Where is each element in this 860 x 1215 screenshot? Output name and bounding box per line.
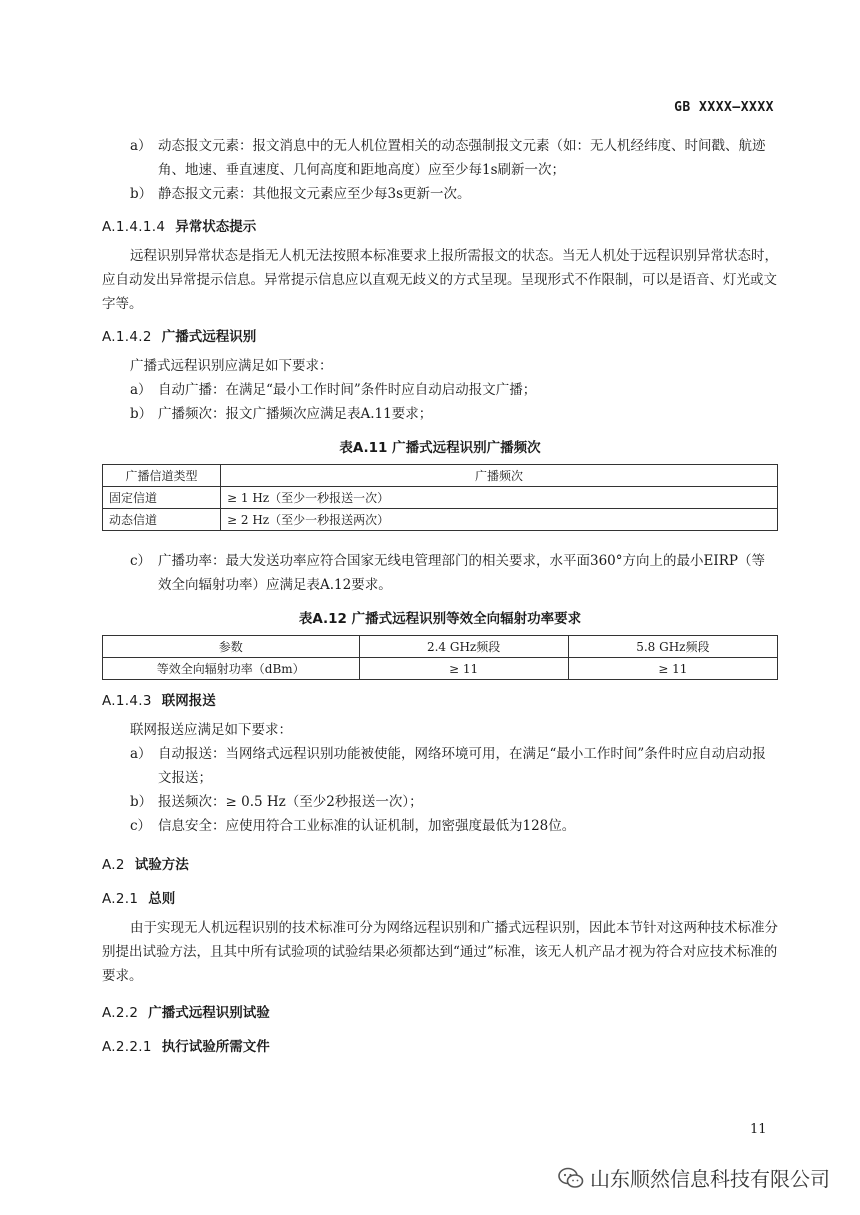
page-content	[102, 134, 778, 1064]
section-number: A.2.1	[102, 891, 139, 907]
section-title: 总则	[148, 891, 176, 907]
section-title: 广播式远程识别试验	[148, 1005, 270, 1021]
section-number: A.1.4.2	[102, 329, 152, 345]
table-cell: 动态信道	[103, 509, 221, 531]
section-heading-a221	[102, 1036, 778, 1058]
section-title: 广播式远程识别	[161, 329, 257, 345]
table-header-cell: 参数	[103, 636, 360, 658]
section-title: 执行试验所需文件	[161, 1039, 270, 1055]
table-a12	[102, 635, 778, 680]
section-heading-a1414	[102, 216, 778, 238]
table-cell: ≥ 2 Hz（至少一秒报送两次）	[221, 509, 778, 531]
table-cell: ≥ 11	[568, 658, 777, 680]
watermark	[558, 1163, 830, 1192]
section-heading-a2	[102, 854, 778, 876]
list-item	[130, 378, 778, 402]
paragraph: 广播式远程识别应满足如下要求：	[130, 358, 333, 374]
table-cell: 等效全向辐射功率（dBm）	[103, 658, 360, 680]
list-label: b）	[130, 406, 153, 422]
table-a11	[102, 464, 778, 531]
table-caption: 表A.11 广播式远程识别广播频次	[339, 440, 541, 456]
table-header-cell: 广播频次	[221, 465, 778, 487]
list-text: 静态报文元素：其他报文元素应至少每3s更新一次。	[158, 186, 471, 202]
section-number: A.2.2	[102, 1005, 139, 1021]
section-number: A.1.4.3	[102, 693, 152, 709]
section-heading-a143	[102, 690, 778, 712]
table-header-row	[103, 465, 778, 487]
standard-number: GB XXXX—XXXX	[674, 100, 774, 115]
watermark-text: 山东顺然信息科技有限公司	[590, 1167, 830, 1191]
paragraph: 远程识别异常状态是指无人机无法按照本标准要求上报所需报文的状态。当无人机处于远程识别异常状态时，应自动发出异常提示信息。异常提示信息应以直观无歧义的方式呈现。呈现形式不作限制，可以是语音、灯光或文字等。	[102, 248, 778, 312]
list-label: c）	[130, 818, 152, 834]
table-header-cell: 2.4 GHz频段	[359, 636, 568, 658]
list-label: a）	[130, 382, 152, 398]
list-text: 自动广播：在满足“最小工作时间”条件时应自动启动报文广播；	[158, 382, 537, 398]
table-header-cell: 5.8 GHz频段	[568, 636, 777, 658]
list-text: 动态报文元素：报文消息中的无人机位置相关的动态强制报文元素（如：无人机经纬度、时间戳、航迹角、地速、垂直速度、几何高度和距地高度）应至少每1s刷新一次；	[158, 138, 766, 178]
section-heading-a22	[102, 1002, 778, 1024]
section-heading-a142	[102, 326, 778, 348]
list-text: 广播功率：最大发送功率应符合国家无线电管理部门的相关要求，水平面360°方向上的最小EIRP（等效全向辐射功率）应满足表A.12要求。	[158, 553, 765, 593]
list-item	[130, 402, 778, 426]
table-row	[103, 509, 778, 531]
list-item	[130, 549, 778, 597]
table-caption: 表A.12 广播式远程识别等效全向辐射功率要求	[298, 611, 582, 627]
table-header-cell: 广播信道类型	[103, 465, 221, 487]
table-row	[103, 487, 778, 509]
list-label: a）	[130, 138, 152, 154]
section-title: 联网报送	[161, 693, 216, 709]
list-item	[130, 790, 778, 814]
section-title: 试验方法	[134, 857, 189, 873]
section-heading-a21	[102, 888, 778, 910]
list-item	[130, 742, 778, 790]
list-item	[130, 134, 778, 182]
wechat-icon	[558, 1167, 584, 1189]
paragraph: 联网报送应满足如下要求：	[130, 722, 292, 738]
list-text: 自动报送：当网络式远程识别功能被使能，网络环境可用，在满足“最小工作时间”条件时应自动启动报文报送；	[158, 746, 766, 786]
list-text: 广播频次：报文广播频次应满足表A.11要求；	[158, 406, 433, 422]
table-header-row	[103, 636, 778, 658]
list-label: a）	[130, 746, 152, 762]
table-cell: ≥ 1 Hz（至少一秒报送一次）	[221, 487, 778, 509]
list-label: c）	[130, 553, 152, 569]
list-label: b）	[130, 186, 153, 202]
list-text: 报送频次：≥ 0.5 Hz（至少2秒报送一次）；	[158, 794, 423, 810]
list-item	[130, 814, 778, 838]
section-number: A.1.4.1.4	[102, 219, 166, 235]
table-cell: 固定信道	[103, 487, 221, 509]
list-item	[130, 182, 778, 206]
list-label: b）	[130, 794, 153, 810]
page-number: 11	[750, 1122, 767, 1137]
section-number: A.2	[102, 857, 125, 873]
paragraph: 由于实现无人机远程识别的技术标准可分为网络远程识别和广播式远程识别，因此本节针对这两种技术标准分别提出试验方法，且其中所有试验项的试验结果必须都达到“通过”标准，该无人机产品才视为符合对应技术标准的要求。	[102, 920, 778, 984]
section-number: A.2.2.1	[102, 1039, 152, 1055]
table-cell: ≥ 11	[359, 658, 568, 680]
table-row	[103, 658, 778, 680]
section-title: 异常状态提示	[175, 219, 257, 235]
list-text: 信息安全：应使用符合工业标准的认证机制，加密强度最低为128位。	[158, 818, 576, 834]
